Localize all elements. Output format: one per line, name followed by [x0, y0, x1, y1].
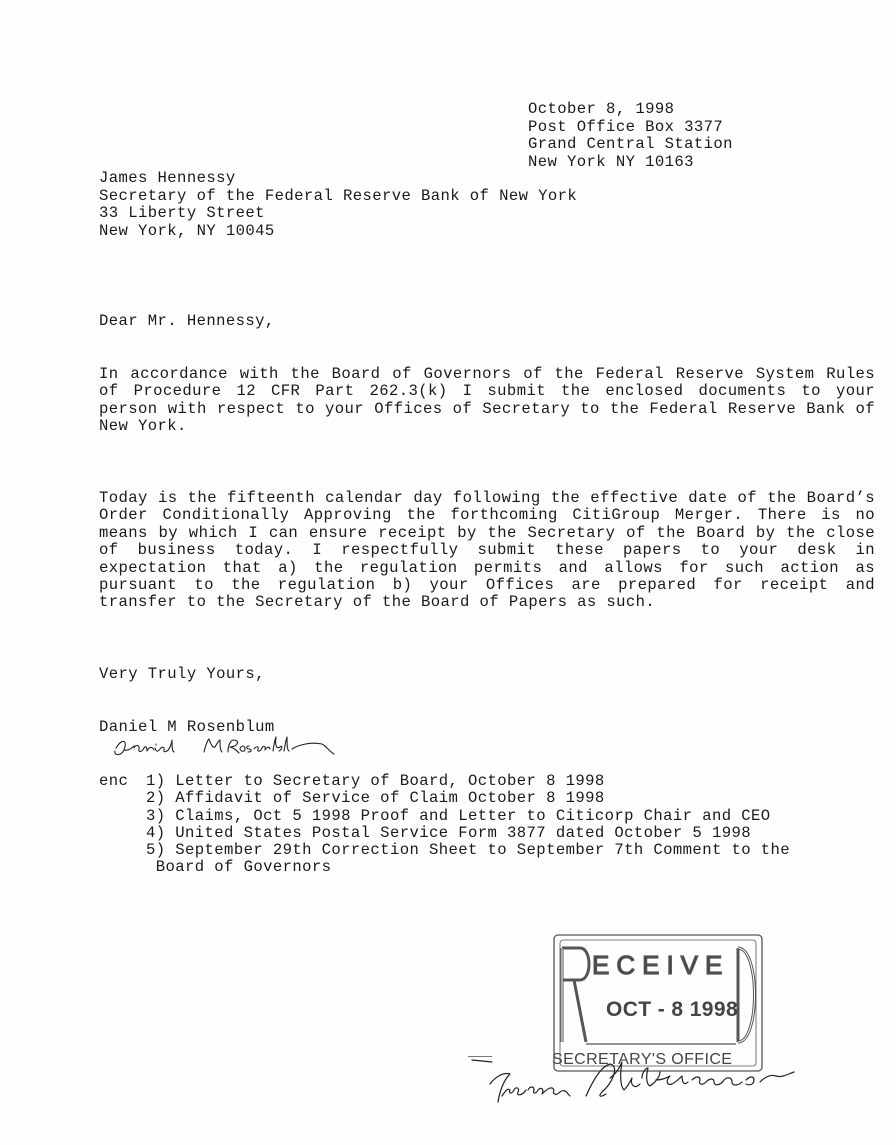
recipient-city: New York, NY 10045 — [99, 221, 275, 240]
enclosure-item: 2) Affidavit of Service of Claim October 8 1998 — [146, 789, 605, 808]
sender-block — [528, 101, 733, 171]
letter-date: October 8, 1998 — [528, 100, 675, 118]
enclosures-list — [146, 773, 790, 877]
enclosure-item: 1) Letter to Secretary of Board, October 8 1998 — [146, 772, 605, 790]
sender-signature-image — [112, 734, 342, 762]
stamp-heading — [592, 950, 729, 980]
enclosure-item: 3) Claims, Oct 5 1998 Proof and Letter to Citicorp Chair and CEO — [146, 806, 771, 825]
recipient-block — [99, 170, 577, 240]
body-paragraph-1: In accordance with the Board of Governors of the Federal Reserve System Rules of Procedure 12 CFR Part 262.3(k) I submit the enclosed documents to your person with respect to your Offices of Secretary to the Federal Reserve Bank of New York. — [99, 365, 875, 436]
sender-address-line: Post Office Box 3377 — [528, 117, 724, 136]
received-stamp — [546, 932, 766, 1074]
closing-text: Very Truly Yours, — [99, 665, 265, 683]
closing — [99, 666, 265, 684]
enclosure-item: 5) September 29th Correction Sheet to September 7th Comment to the Board of Governors — [146, 841, 791, 877]
stamp-dash-mark — [468, 1056, 492, 1057]
stamp-heading-text: ECEIVE — [592, 950, 730, 980]
recipient-title: Secretary of the Federal Reserve Bank of New York — [99, 186, 578, 205]
sender-address-line: New York NY 10163 — [528, 152, 694, 171]
enclosure-item: 4) United States Postal Service Form 3877 dated October 5 1998 — [146, 823, 751, 842]
salutation-text: Dear Mr. Hennessy, — [99, 312, 275, 330]
stamp-date: OCT - 8 1998 — [606, 998, 739, 1021]
stamp-office: SECRETARY'S OFFICE — [552, 1051, 733, 1068]
enclosures-label: enc — [99, 772, 129, 790]
recipient-name: James Hennessy — [99, 169, 236, 187]
sender-address-line: Grand Central Station — [528, 135, 733, 153]
salutation — [99, 313, 275, 331]
recipient-street: 33 Liberty Street — [99, 204, 265, 222]
signer-name: Daniel M Rosenblum — [99, 718, 275, 736]
enclosures-block — [99, 773, 790, 877]
receiver-signature-image — [470, 1056, 800, 1116]
body-paragraph-2: Today is the fifteenth calendar day following the effective date of the Board’s Order Conditionally Approving the forthcoming CitiGroup Merger. There is no means by which I can ensure receipt by the Secretary of the Board by the close of business today. I respectfully submit these papers to your desk in expectation that a) the regulation permits and allows for such action as pursuant to the regulation b) your Offices are prepared for receipt and transfer to the Secretary of the Board of Papers as such. — [99, 489, 875, 612]
